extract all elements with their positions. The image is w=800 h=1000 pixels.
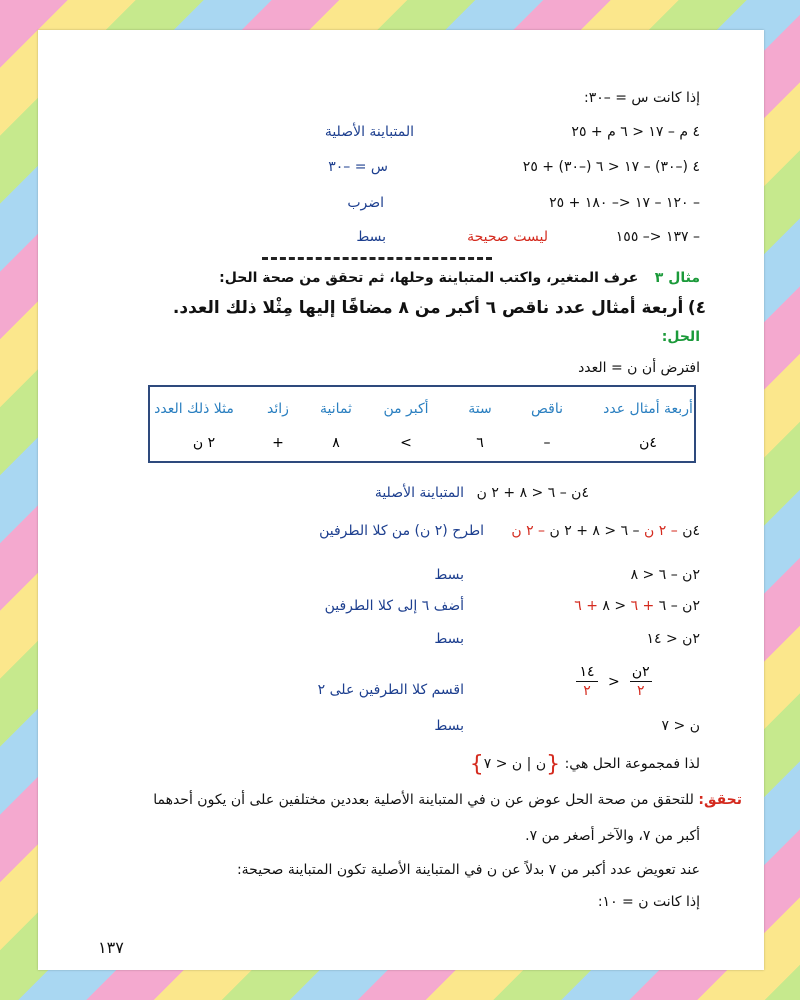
note-original-2: المتباينة الأصلية: [374, 485, 464, 501]
table-symbol: ٢ ن: [192, 435, 216, 451]
fraction-numerator: ٢ن: [631, 664, 650, 680]
step-divide-fraction: [576, 664, 652, 699]
fraction-right: [576, 664, 598, 699]
brace-open: {: [546, 752, 561, 777]
fraction-left: [630, 664, 652, 699]
step-simplified-2: ٢ن < ١٤: [646, 631, 700, 647]
note-subtract: اطرح (٢ ن) من كلا الطرفين: [319, 523, 484, 539]
note-false: ليست صحيحة: [467, 229, 548, 245]
step-subtract-red: – ٢ ن: [511, 523, 550, 539]
check-paragraph: [153, 790, 742, 810]
table-word: ثمانية: [320, 401, 352, 417]
fraction-denominator: ٢: [583, 683, 591, 699]
inequality-original: ٤ م – ١٧ < ٦ م + ٢٥: [571, 124, 700, 140]
table-symbol: +: [272, 435, 284, 451]
question-number: ٤): [687, 298, 706, 318]
note-original: المتباينة الأصلية: [324, 124, 414, 140]
line-if-x: إذا كانت س = –٣٠:: [584, 90, 700, 106]
step-add-part: < ٨: [602, 598, 631, 614]
fraction-operator: >: [608, 673, 620, 690]
note-simplify-1: بسط: [434, 567, 464, 583]
step-add-red: + ٦: [630, 598, 659, 614]
example-text: عرف المتغير، واكتب المتباينة وحلها، ثم تحقق من صحة الحل:: [219, 270, 639, 286]
note-simplify-3: بسط: [434, 718, 464, 734]
brace-close: }: [469, 752, 484, 777]
table-symbol: –: [543, 435, 551, 451]
check-text-2: أكبر من ٧، والآخر أصغر من ٧.: [525, 828, 700, 844]
inequality-substituted: ٤ (–٣٠) – ١٧ < ٦ (–٣٠) + ٢٥: [522, 159, 700, 175]
solution-set: [470, 754, 700, 775]
check-text-3: عند تعويض عدد أكبر من ٧ بدلاً عن ن في المتباينة الأصلية تكون المتباينة صحيحة:: [236, 862, 700, 878]
assumption: افترض أن ن = العدد: [578, 360, 700, 376]
note-multiply: اضرب: [347, 195, 384, 211]
translation-table: [148, 385, 696, 463]
check-text: للتحقق من صحة الحل عوض عن ن في المتباينة الأصلية بعددين مختلفين على أن يكون أحدهما: [153, 792, 699, 808]
note-simplify-2: بسط: [434, 631, 464, 647]
solution-set-value: ن | ن < ٧: [483, 756, 547, 772]
solution-label: الحل:: [661, 329, 700, 345]
step-add-red: + ٦: [574, 598, 603, 614]
table-word: ناقص: [530, 401, 564, 417]
step-original: ٤ن – ٦ < ٨ + ٢ ن: [476, 485, 589, 501]
note-divide: اقسم كلا الطرفين على ٢: [317, 682, 464, 698]
table-word: أربعة أمثال عدد: [603, 401, 693, 417]
note-add: أضف ٦ إلى كلا الطرفين: [324, 598, 464, 614]
step-add-part: ٢ن – ٦: [658, 598, 700, 614]
table-symbol: ٦: [476, 435, 484, 451]
step-result: ن < ٧: [661, 718, 700, 734]
step-subtract-red: – ٢ ن: [644, 523, 683, 539]
table-word: أكبر من: [383, 401, 429, 417]
step-add: [574, 596, 700, 616]
example-heading: [219, 268, 700, 288]
step-subtract-part: – ٦ < ٨ + ٢ ن: [549, 523, 645, 539]
example-label: مثال ٣: [654, 270, 700, 286]
page-number: ١٣٧: [98, 938, 124, 957]
table-symbol: ٨: [332, 435, 340, 451]
page: [38, 30, 764, 970]
table-symbol: <: [400, 435, 412, 451]
fraction-denominator: ٢: [636, 683, 645, 699]
dashed-divider: [262, 257, 492, 260]
check-text-4: إذا كانت ن = ١٠:: [597, 894, 700, 910]
inequality-multiplied: – ١٢٠ – ١٧ <– ١٨٠ + ٢٥: [549, 195, 700, 211]
fraction-numerator: ١٤: [579, 664, 595, 680]
question: [173, 298, 706, 319]
question-text: أربعة أمثال عدد ناقص ٦ أكبر من ٨ مضافًا إليها مِثْلا ذلك العدد.: [172, 298, 684, 318]
check-label: تحقق:: [698, 792, 742, 808]
note-simplify: بسط: [356, 229, 386, 245]
step-simplified-1: ٢ن – ٦ < ٨: [630, 567, 700, 583]
solution-set-label: لذا فمجموعة الحل هي:: [564, 756, 700, 772]
step-subtract: [511, 521, 700, 541]
table-symbol: ٤ن: [639, 435, 657, 451]
note-substitution: س = –٣٠: [328, 159, 388, 175]
inequality-simplified: – ١٣٧ <– ١٥٥: [615, 229, 700, 245]
table-word: زائد: [267, 401, 289, 417]
table-word: ستة: [468, 401, 492, 417]
table-word: مثلا ذلك العدد: [154, 401, 234, 417]
step-subtract-part: ٤ن: [682, 523, 700, 539]
